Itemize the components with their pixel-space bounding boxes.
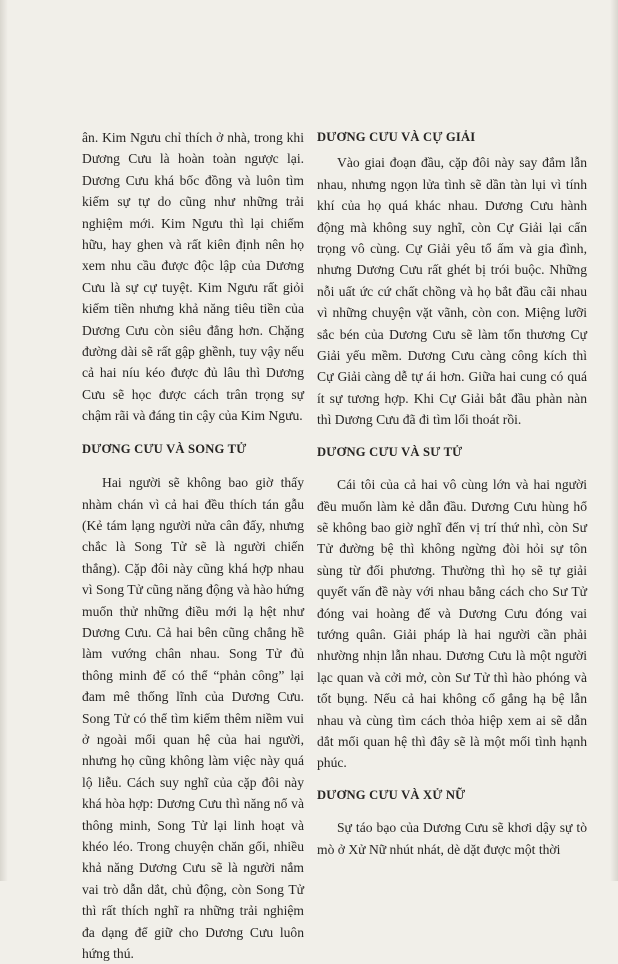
heading-aries-cancer: DƯƠNG CƯU VÀ CỰ GIẢI (317, 130, 476, 144)
paragraph-aries-leo: Cái tôi của cả hai vô cùng lớn và hai người đều muốn làm kẻ dẫn đầu. Dương Cưu hùng hổ sẽ không bao giờ nghĩ đến vị trí thứ nhì, còn Sư Tử đường bệ thì không ngừng đòi hỏi sự tôn sùng từ đối phương. Thường thì họ sẽ tự giải quyết vấn đề này với nhau bằng cách cho Sư Tử đóng vai hoàng đế và Dương Cưu đóng vai tướng quân. Giải pháp là hai người cần phải nhường nhịn lẫn nhau. Dương Cưu là một người lạc quan và cởi mở, còn Sư Tử thì hào phóng và tốt bụng. Nếu cả hai không cố gắng hạ bệ lẫn nhau và cùng tìm cách thỏa hiệp xem ai sẽ dẫn dắt mối quan hệ thì đây sẽ là một mối tình hạnh phúc. (317, 477, 587, 771)
heading-aries-virgo: DƯƠNG CƯU VÀ XỬ NỮ (317, 787, 466, 802)
heading-aries-gemini: DƯƠNG CƯU VÀ SONG TỬ (82, 441, 247, 456)
paragraph-aries-cancer: Vào giai đoạn đầu, cặp đôi này say đắm lẫn nhau, nhưng ngọn lửa tình sẽ dần tàn lụi vì tính khí của họ quá khác nhau. Dương Cưu hành động mà không suy nghĩ, còn Cự Giải lại cẩn trọng vô cùng. Cự Giải yêu tổ ấm và gia đình, nhưng Dương Cưu rất ghét bị trói buộc. Những nỗi uất ức cứ chất chồng và họ bắt đầu cãi nhau vì những chuyện vặt vãnh, còn con. Miệng lưỡi sắc bén của Dương Cưu sẽ làm tổn thương Cự Giải yếu mềm. Dương Cưu càng công kích thì Cự Giải càng dễ tự ái hơn. Giữa hai cung có quá ít sự tương hợp. Khi Cự Giải bắt đầu phàn nàn thì Dương Cưu đã đi tìm lối thoát rồi. (317, 155, 587, 428)
right-column (317, 127, 587, 860)
paragraph-aries-virgo: Sự táo bạo của Dương Cưu sẽ khơi dậy sự tò mò ở Xử Nữ nhút nhát, dè dặt được một thời (317, 820, 587, 857)
page-edge-left (0, 0, 8, 881)
paragraph-taurus-continued: ân. Kim Ngưu chỉ thích ở nhà, trong khi Dương Cưu là hoàn toàn ngược lại. Dương Cưu khá bốc đồng và luôn tìm kiếm sự tự do cũng như những trải nghiệm mới. Kim Ngưu thì lại chiếm hữu, hay ghen và rất kiên định nên họ xem nhu cầu được độc lập của Dương Cưu là sự cự tuyệt. Kim Ngưu rất giỏi kiếm tiền nhưng khả năng tiêu tiền của Dương Cưu còn siêu đẳng hơn. Chặng đường dài sẽ rất gập ghềnh, tuy vậy nếu cả hai níu kéo được đủ lâu thì Dương Cưu sẽ học được cách trân trọng sự chậm rãi và đáng tin cậy của Kim Ngưu. (82, 130, 304, 424)
page-edge-right (610, 0, 618, 881)
heading-aries-leo: DƯƠNG CƯU VÀ SƯ TỬ (317, 444, 463, 459)
left-column (82, 127, 304, 964)
paragraph-aries-gemini: Hai người sẽ không bao giờ thấy nhàm chán vì cả hai đều thích tán gẫu (Kẻ tám lạng người nửa cân đấy, nhưng chắc là Song Tử sẽ là người chiến thắng). Cặp đôi này cũng khá hợp nhau vì Song Tử cũng năng động và hào hứng muốn thử những điều mới lạ hệt như Dương Cưu. Cả hai bên cũng chẳng hề làm vướng chân nhau. Song Tử đủ thông minh để có thể “phản công” lại đam mê thống lĩnh của Dương Cưu. Song Tử có thể tìm kiếm thêm niềm vui ở ngoài mối quan hệ của hai người, nhưng họ cũng không làm việc này quá lộ liễu. Cách suy nghĩ của cặp đôi này khá hòa hợp: Dương Cưu thì năng nổ và thông minh, Song Tử lại linh hoạt và khéo léo. Trong chuyện chăn gối, nhiều khả năng Dương Cưu sẽ là người nắm vai trò dẫn dắt, chủ động, còn Song Tử thì rất thích nghĩ ra những trải nghiệm đa dạng để giữ cho Dương Cưu luôn hứng thú. (82, 475, 304, 962)
